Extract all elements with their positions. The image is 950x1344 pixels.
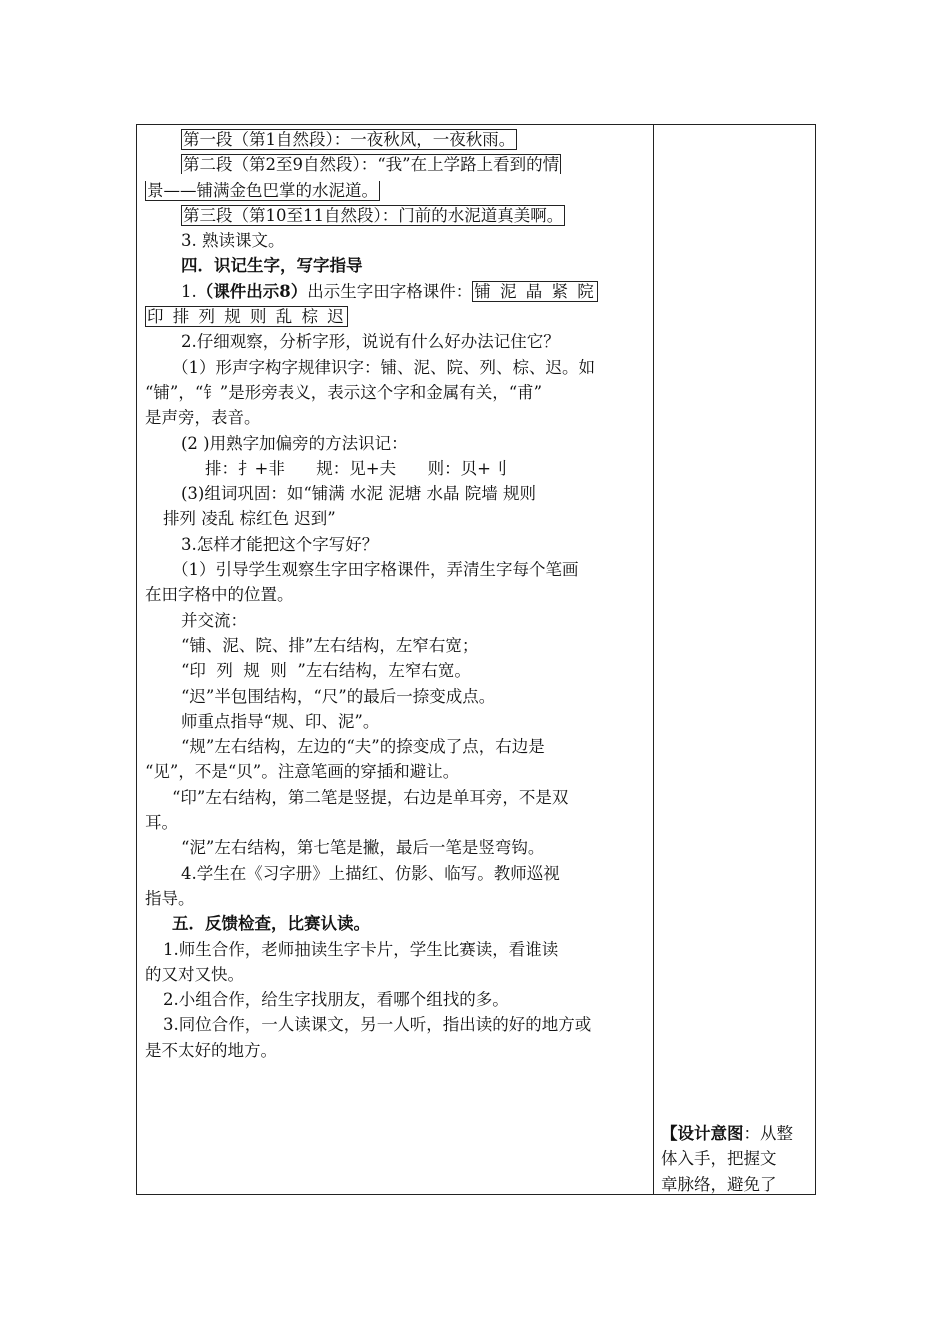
s5-item-3b: 是不太好的地方。 [145,1040,277,1060]
s4-guidance: 师重点指导“规、印、泥”。 [181,711,380,731]
s4-yin-b: 耳。 [145,813,178,833]
s4-item-3-1b: 在田字格中的位置。 [145,585,294,605]
s4-item-2-1a: （1）形声字构字规律识字：铺、泥、院、列、棕、迟。如 [172,357,595,377]
design-intent-line-2: 体入手，把握文 [661,1149,777,1169]
s5-item-1a: 1.师生合作，老师抽读生字卡片，学生比赛读，看谁读 [163,939,559,959]
s4-structure-1: “铺、泥、院、排”左右结构，左窄右宽； [181,635,479,655]
design-intent-line-3: 章脉络，避免了 [661,1174,777,1194]
main-column [145,127,650,1063]
design-intent-column [661,1121,811,1197]
char-box-b: 印 排 列 规 则 乱 棕 迟 [147,307,346,327]
paragraph-2b: 景——铺满金色巴掌的水泥道。 [147,180,378,200]
s4-gui-a: “规”左右结构，左边的“夫”的捺变成了点，右边是 [181,737,545,757]
s4-item-2-3b: 排列 凌乱 棕红色 迟到” [163,509,336,529]
section-5-heading: 五．反馈检查，比赛认读。 [172,914,370,934]
column-divider [653,125,654,1194]
s4-item-2-1b: “铺”，“钅”是形旁表义，表示这个字和金属有关，“甫” [145,382,543,402]
design-intent-line-1: 【设计意图：从整 [661,1124,793,1143]
s5-item-2: 2.小组合作，给生字找朋友，看哪个组找的多。 [163,990,509,1010]
s4-item-4a: 4.学生在《习字册》上描红、仿影、临写。教师巡视 [181,863,560,883]
s4-item-2-3a: (3)组词巩固：如“铺满 水泥 泥塘 水晶 院墙 规则 [181,484,537,504]
paragraph-2a: 第二段（第2至9自然段）：“我”在上学路上看到的情 [183,155,560,175]
s4-item-2-2: (2 )用熟字加偏旁的方法识记： [181,433,408,453]
s4-gui-b: “见”，不是“贝”。注意笔画的穿插和避让。 [145,762,460,782]
s4-structure-3: “迟”半包围结构，“尺”的最后一捺变成点。 [181,686,496,706]
s4-item-1: 1.（课件出示8）出示生字田字格课件： 铺 泥 晶 紧 院 [181,281,596,301]
s4-yin-a: “印”左右结构，第二笔是竖提，右边是单耳旁，不是双 [172,787,569,807]
s4-exchange: 并交流： [181,610,247,630]
design-intent-label: 【设计意图 [661,1124,744,1143]
s4-structure-2: “印 列 规 则 ”左右结构，左窄右宽。 [181,661,471,681]
paragraph-3: 第三段（第10至11自然段）：门前的水泥道真美啊。 [183,205,564,225]
item-3: 3. 熟读课文。 [181,231,285,251]
s4-item-3-1a: （1）引导学生观察生字田字格课件，弄清生字每个笔画 [172,560,579,580]
s4-item-2: 2.仔细观察，分析字形，说说有什么好办法记住它？ [181,332,560,352]
lesson-table [136,124,816,1195]
s4-ni: “泥”左右结构，第七笔是撇，最后一笔是竖弯钩。 [181,838,545,858]
s4-item-1b [145,304,650,329]
paragraph-1: 第一段（第1自然段）：一夜秋风，一夜秋雨。 [183,130,516,149]
s5-item-3a: 3.同位合作，一人读课文，另一人听，指出读的好的地方或 [163,1015,592,1035]
s4-item-4b: 指导。 [145,888,195,908]
s5-item-1b: 的又对又快。 [145,964,244,984]
s4-item-2-1c: 是声旁，表音。 [145,408,261,428]
s4-item-2-2-example: 排：扌+非 规：见+夫 则：贝+刂 [205,458,508,478]
char-box-a: 铺 泥 晶 紧 院 [474,281,596,301]
s4-item-3: 3.怎样才能把这个字写好？ [181,534,379,554]
section-4-heading: 四．识记生字，写字指导 [181,256,363,276]
